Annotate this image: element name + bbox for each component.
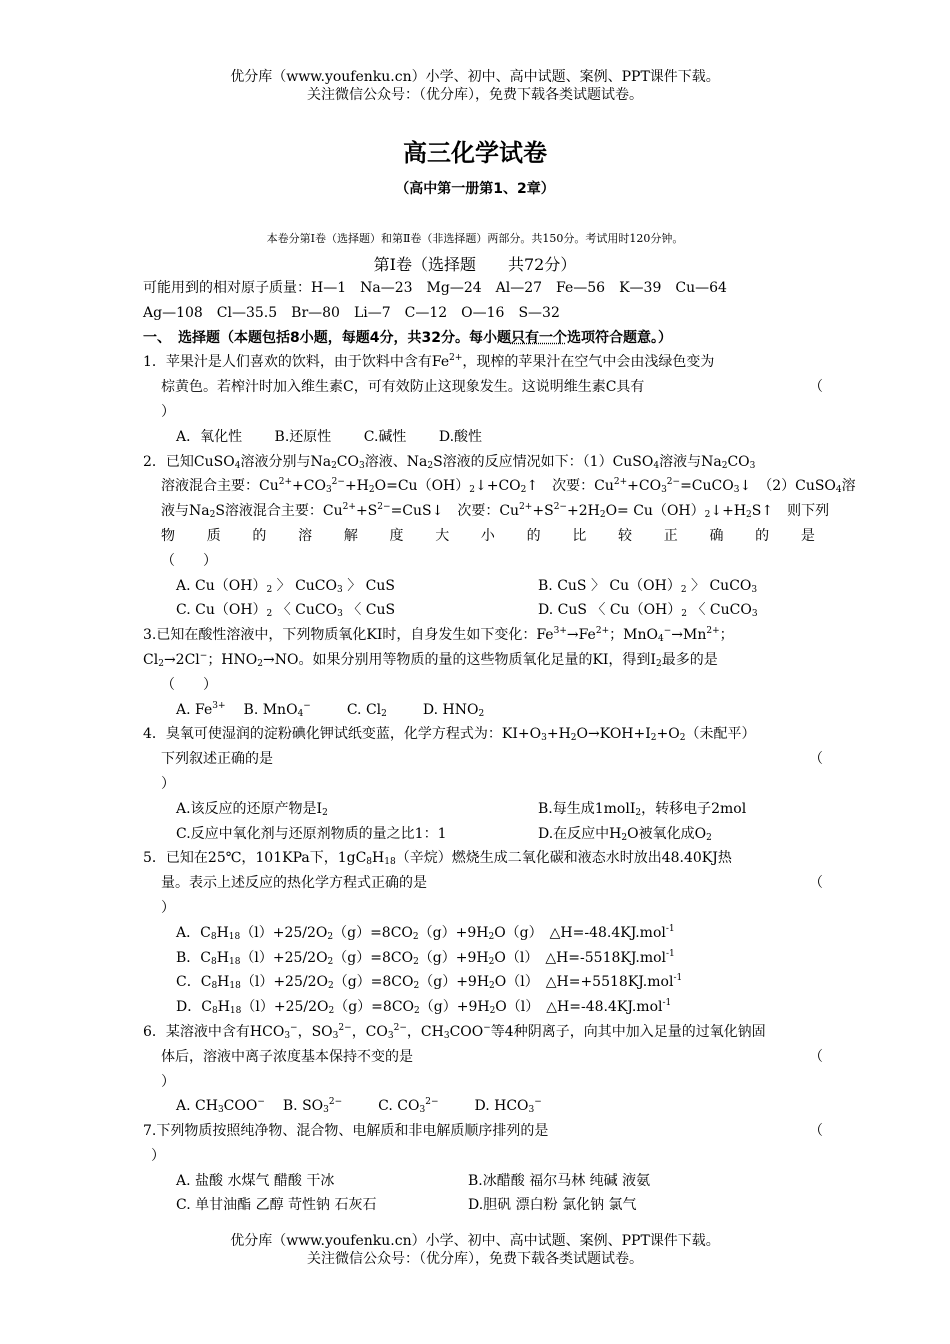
exam-note: 本卷分第Ⅰ卷（选择题）和第Ⅱ卷（非选择题）两部分。共150分。考试用时120分钟。: [266, 232, 684, 245]
question-2-spread-line: 物 质 的 溶 解 度 大 小 的 比 较 正 确 的 是: [161, 527, 815, 544]
footer-line1: 优分库（www.youfenku.cn）小学、初中、高中试题、案例、PPT课件下载。: [230, 1233, 720, 1249]
question-6: 6．某溶液中含有$HCO_3^-$，$SO_3^{2-}$，$CO_3^{2-}$，$CH_3COO^-$等4种阴离子，向其中加入足量的过氧化钠固: [143, 1022, 766, 1041]
question-4-options-cd: C.反应中氧化剂与还原剂物质的量之比1：1 D.在反应中$H_2O$被氧化成$O_2$: [176, 825, 712, 843]
question-5-option-c: C．$C_8H_{18}(l)+25/2O_2(g)=8CO_2(g)+9H_2O(l)$ △H=+5518KJ.mol$^{-1}$: [176, 973, 683, 992]
question-5-option-d: D．$C_8H_{18}(l)+25/2O_2(g)=8CO_2(g)+9H_2O(l)$ △H=-48.4KJ.mol$^{-1}$: [176, 998, 672, 1017]
question-6-options: A. $CH_3COO^-$ B. $SO_3^{2-}$ C. $CO_3^{2-}$ D. $HCO_3^-$: [176, 1097, 542, 1116]
page-header: [0, 68, 950, 104]
question-4: 4．臭氧可使湿润的淀粉碘化钾试纸变蓝，化学方程式为：$KI+O_3+H_2O\to KOH+I_2+O_2$（未配平）: [143, 726, 756, 744]
question-7: 7.下列物质按照纯净物、混合物、电解质和非电解质顺序排列的是 （: [143, 1123, 823, 1140]
exam-content: 可能用到的相对原子质量：H—1 Na—23 Mg—24 Al—27 Fe—56 K—39 Cu—64 Ag—108 Cl—35.5 Br—80 Li—7 C—12 O—16 S—32 一、 选择题（本题包括8小题，每题4分，共32分。每小题只有一个选项符合题意。） 1．苹果汁是人们喜欢的饮料，由于饮料中含有$Fe^{2+}$，现榨的苹果汁在空气中会由浅绿色变为 棕黄色。若榨汁时加入维生素C，可有效防止这现象发生。这说明维生素C具有 （ ） A．氧化性 B.还原性 C.碱性 D.酸性 2．已知CuSO$_4$溶液分别与$Na_2CO_3$溶液、$Na_2S$溶液的反应情况如下：（1）CuSO$_4$溶液与$Na_2CO_3$ 溶液混合主要：$Cu^{2+}+CO_3^{2-}+H_2O=Cu(OH)_2↓+CO_2↑$ 次要：$Cu^{2+}+CO_3^{2-}=CuCO_3↓$ （2）CuSO$_4$溶 液与$Na_2S$溶液混合主要：$Cu^{2+}+S^{2-}=CuS↓$ 次要：$Cu^{2+}+S^{2-}+2H_2O=$ $Cu(OH)_2↓+H_2S↑$ 则下列 物 质 的 溶 解 度 大 小 的 比 较 正 确 的 是 （ ） A. $Cu(OH)_2$ 〉 CuCO$_3$ 〉 CuS B. CuS 〉 $Cu(OH)_2$ 〉 CuCO$_3$ C. $Cu(OH)_2$ 〈 CuCO$_3$ 〈 CuS D. CuS 〈 $Cu(OH)_2$ 〈 CuCO$_3$ 3.已知在酸性溶液中，下列物质氧化KI时，自身发生如下变化：$Fe^{3+}\to Fe^{2+}$；$MnO_4^-\to Mn^{2+}$； $Cl_2\to 2Cl^-$；$HNO_2\to NO$。如果分别用等物质的量的这些物质氧化足量的KI，得到$I_2$最多的是 （ ） A. $Fe^{3+}$ B. MnO$_4$− C. $Cl_2$ D. $HNO_2$ 4．臭氧可使湿润的淀粉碘化钾试纸变蓝，化学方程式为：$KI+O_3+H_2O\to KOH+I_2+O_2$（未配平） 下列叙述正确的是 （ ） A.该反应的还原产物是$I_2$ B.每生成1molI$_2$，转移电子2mol C.反应中氧化剂与还原剂物质的量之比1：1 D.在反应中$H_2O$被氧化成$O_2$ 5．已知在25℃，101KPa下，$1gC_8H_{18}$（辛烷）燃烧生成二氧化碳和液态水时放出48.40KJ热 量。表示上述反应的热化学方程式正确的是 （ ） A．$C_8H_{18}(l)+25/2O_2(g)=8CO_2(g)+9H_2O(g)$ △H=-48.4KJ.mol$^{-1}$ B．$C_8H_{18}(l)+25/2O_2(g)=8CO_2(g)+9H_2O(l)$ △H=-5518KJ.mol$^{-1}$ C．$C_8H_{18}(l)+25/2O_2(g)=8CO_2(g)+9H_2O(l)$ △H=+5518KJ.mol$^{-1}$ D．$C_8H_{18}(l)+25/2O_2(g)=8CO_2(g)+9H_2O(l)$ △H=-48.4KJ.mol$^{-1}$ 6．某溶液中含有$HCO_3^-$，$SO_3^{2-}$，$CO_3^{2-}$，$CH_3COO^-$等4种阴离子，向其中加入足量的过氧化钠固 体后，溶液中离子浓度基本保持不变的是 （ ） A. $CH_3COO^-$ B. $SO_3^{2-}$ C. $CO_3^{2-}$ D. $HCO_3^-$ 7.下列物质按照纯净物、混合物、电解质和非电解质顺序排列的是 （ ） A. 盐酸 水煤气 醋酸 干冰 B.冰醋酸 福尔马林 纯碱 液氨 C. 单甘油酯 乙醇 苛性钠 石灰石 D.胆矾 漂白粉 氯化钠 氯气: [143, 276, 823, 1218]
question-2: 2．已知CuSO$_4$溶液分别与$Na_2CO_3$溶液、$Na_2S$溶液的反应情况如下：（1）CuSO$_4$溶液与$Na_2CO_3$: [143, 453, 756, 471]
question-7-options-cd: C. 单甘油酯 乙醇 苛性钠 石灰石 D.胆矾 漂白粉 氯化钠 氯气: [176, 1197, 637, 1214]
footer-line2: 关注微信公众号：（优分库），免费下载各类试题试卷。: [307, 1251, 643, 1267]
header-line1: 优分库（www.youfenku.cn）小学、初中、高中试题、案例、PPT课件下载。: [230, 69, 720, 85]
question-4-options-ab: A.该反应的还原产物是$I_2$ B.每生成1molI$_2$，转移电子2mol: [176, 800, 747, 818]
question-2-options-ab: A. $Cu(OH)_2$ 〉 CuCO$_3$ 〉 CuS B. CuS 〉 $Cu(OH)_2$ 〉 CuCO$_3$: [176, 577, 758, 595]
question-5-option-b: B．$C_8H_{18}(l)+25/2O_2(g)=8CO_2(g)+9H_2O(l)$ △H=-5518KJ.mol$^{-1}$: [176, 948, 675, 967]
question-3: 3.已知在酸性溶液中，下列物质氧化KI时，自身发生如下变化：$Fe^{3+}\to Fe^{2+}$；$MnO_4^-\to Mn^{2+}$；: [143, 626, 734, 645]
question-5: 5．已知在25℃，101KPa下，$1gC_8H_{18}$（辛烷）燃烧生成二氧化碳和液态水时放出48.40KJ热: [143, 850, 732, 868]
section1-heading: 一、 选择题（本题包括8小题，每题4分，共32分。每小题只有一个选项符合题意。）: [143, 329, 672, 346]
part1-heading: 第Ⅰ卷（选择题 共72分）: [373, 255, 577, 274]
header-line2: 关注微信公众号：（优分库），免费下载各类试题试卷。: [307, 87, 643, 103]
page-footer: [0, 1232, 950, 1268]
question-1: 1．苹果汁是人们喜欢的饮料，由于饮料中含有$Fe^{2+}$，现榨的苹果汁在空气中会由浅绿色变为: [143, 353, 715, 371]
exam-subtitle: （高中第一册第1、2章）: [395, 181, 555, 197]
question-1-options: A．氧化性 B.还原性 C.碱性 D.酸性: [176, 428, 483, 445]
masses-line1: 可能用到的相对原子质量：H—1 Na—23 Mg—24 Al—27 Fe—56 K—39 Cu—64: [143, 280, 727, 296]
masses-line2: Ag—108 Cl—35.5 Br—80 Li—7 C—12 O—16 S—32: [143, 304, 560, 321]
question-7-options-ab: A. 盐酸 水煤气 醋酸 干冰 B.冰醋酸 福尔马林 纯碱 液氨: [176, 1172, 651, 1189]
question-3-options: A. $Fe^{3+}$ B. MnO$_4$− C. $Cl_2$ D. $HNO_2$: [176, 700, 485, 719]
question-2-options-cd: C. $Cu(OH)_2$ 〈 CuCO$_3$ 〈 CuS D. CuS 〈 $Cu(OH)_2$ 〈 CuCO$_3$: [176, 602, 758, 620]
question-5-option-a: A．$C_8H_{18}(l)+25/2O_2(g)=8CO_2(g)+9H_2O(g)$ △H=-48.4KJ.mol$^{-1}$: [176, 923, 675, 942]
emphasis-text: 只有一个: [510, 329, 567, 346]
exam-title: 高三化学试卷: [403, 139, 547, 167]
